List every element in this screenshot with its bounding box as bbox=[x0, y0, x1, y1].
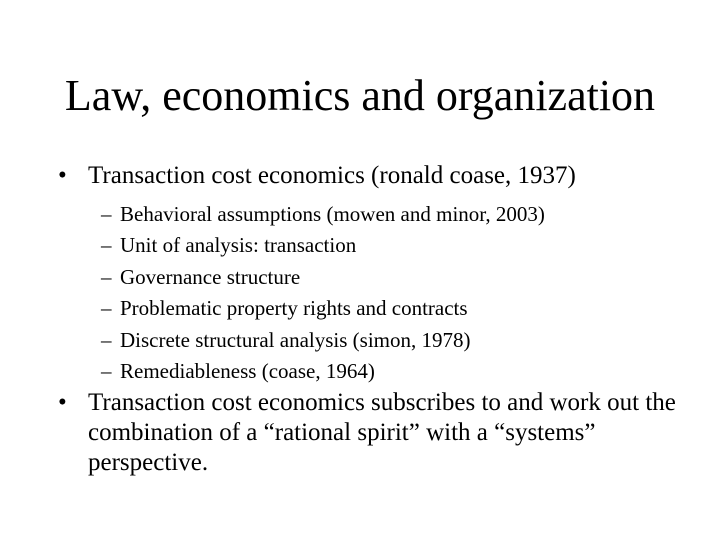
bullet-marker: • bbox=[58, 162, 67, 189]
sub-bullet-list bbox=[101, 199, 701, 387]
sub-bullet-item bbox=[101, 262, 701, 293]
bullet-item-transaction-cost bbox=[58, 161, 698, 191]
sub-bullet-item bbox=[101, 293, 701, 324]
bullet-text: Transaction cost economics (ronald coase, 1937) bbox=[88, 162, 576, 189]
slide-title: Law, economics and organization bbox=[64, 71, 656, 120]
sub-bullet-text: Governance structure bbox=[120, 264, 301, 289]
bullet-text: Transaction cost economics subscribes to and work out the combination of a “rational spirit” with a “systems” perspective. bbox=[88, 389, 676, 476]
dash-marker: – bbox=[101, 296, 112, 321]
sub-bullet-text: Behavioral assumptions (mowen and minor, 2003) bbox=[120, 202, 545, 226]
dash-marker: – bbox=[101, 327, 112, 352]
sub-bullet-text: Problematic property rights and contracts bbox=[120, 296, 468, 321]
sub-bullet-text: Discrete structural analysis (simon, 1978) bbox=[120, 327, 471, 352]
sub-bullet-item bbox=[101, 199, 701, 230]
dash-marker: – bbox=[101, 202, 112, 226]
dash-marker: – bbox=[101, 358, 112, 383]
sub-bullet-item bbox=[101, 230, 701, 261]
sub-bullet-text: Remediableness (coase, 1964) bbox=[120, 358, 375, 383]
dash-marker: – bbox=[101, 264, 112, 289]
bullet-marker: • bbox=[58, 389, 67, 416]
sub-bullet-text: Unit of analysis: transaction bbox=[120, 233, 357, 258]
dash-marker: – bbox=[101, 233, 112, 258]
sub-bullet-item bbox=[101, 356, 701, 387]
bullet-item-subscribes bbox=[58, 388, 698, 478]
sub-bullet-item bbox=[101, 325, 701, 356]
